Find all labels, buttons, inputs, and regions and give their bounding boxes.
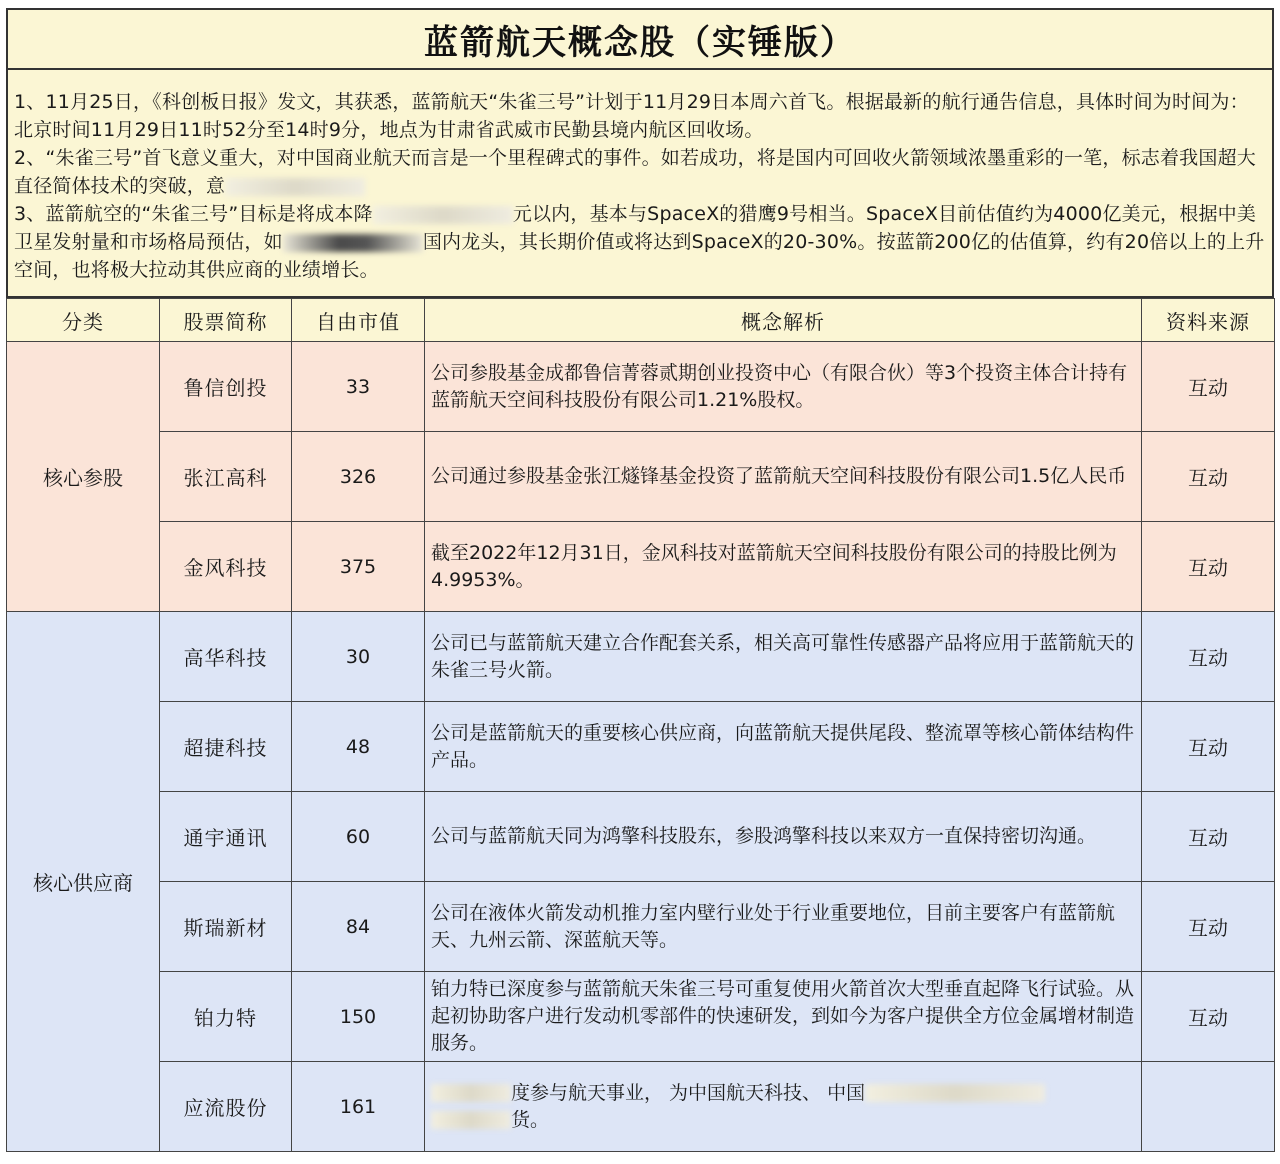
title-bar	[6, 8, 1274, 70]
redaction-blur	[431, 1084, 511, 1102]
table-row	[7, 792, 1275, 882]
stock-name: 斯瑞新材	[160, 882, 292, 972]
stock-name: 应流股份	[160, 1062, 292, 1152]
header-cap: 自由市值	[292, 299, 425, 342]
redaction-blur	[373, 206, 513, 224]
market-cap: 375	[292, 522, 425, 612]
source-cell: 互动	[1142, 432, 1275, 522]
market-cap: 150	[292, 972, 425, 1062]
concept-analysis: 公司已与蓝箭航天建立合作配套关系，相关高可靠性传感器产品将应用于蓝箭航天的朱雀三号火箭。	[425, 612, 1142, 702]
table-row	[7, 432, 1275, 522]
intro-text: 国内龙头，其长期价值或将达到SpaceX的20-30%。按蓝箭200亿的估值算，约有20倍以上的上升空间，也将极大拉动其供应商的业绩增长。	[14, 231, 1265, 281]
table-row	[7, 702, 1275, 792]
concept-analysis: 铂力特已深度参与蓝箭航天朱雀三号可重复使用火箭首次大型垂直起降飞行试验。从起初协助客户进行发动机零部件的快速研发，到如今为客户提供全方位金属增材制造服务。	[425, 972, 1142, 1062]
table-row	[7, 972, 1275, 1062]
stock-name: 铂力特	[160, 972, 292, 1062]
intro-text: 元以内，基本与SpaceX的猎鹰9号相当。SpaceX目前估值约为4000亿美元，根据中美卫星发射量和市场格局预估，如	[14, 203, 1257, 253]
source-cell: 互动	[1142, 342, 1275, 432]
category-cell: 核心参股	[7, 342, 160, 612]
redaction-blur	[225, 178, 365, 196]
concept-analysis: 公司参股基金成都鲁信菁蓉贰期创业投资中心（有限合伙）等3个投资主体合计持有蓝箭航天空间科技股份有限公司1.21%股权。	[425, 342, 1142, 432]
intro-text: 1、11月25日，《科创板日报》发文，其获悉，蓝箭航天“朱雀三号”计划于11月29日本周六首飞。根据最新的航行通告信息，具体时间为时间为：北京时间11月29日11时52分至14时9分，地点为甘肃省武威市民勤县境内航区回收场。	[14, 91, 1249, 141]
source-cell	[1142, 1062, 1275, 1152]
header-analysis: 概念解析	[425, 299, 1142, 342]
redaction-blur	[283, 234, 423, 252]
header-source: 资料来源	[1142, 299, 1275, 342]
concept-analysis: 公司是蓝箭航天的重要核心供应商，向蓝箭航天提供尾段、整流罩等核心箭体结构件产品。	[425, 702, 1142, 792]
stock-name: 超捷科技	[160, 702, 292, 792]
stock-name: 金风科技	[160, 522, 292, 612]
redaction-blur	[865, 1084, 1045, 1102]
analysis-line	[431, 1080, 1135, 1107]
concept-analysis: 公司在液体火箭发动机推力室内壁行业处于行业重要地位，目前主要客户有蓝箭航天、九州云箭、深蓝航天等。	[425, 882, 1142, 972]
stock-table	[6, 298, 1275, 1152]
source-cell: 互动	[1142, 522, 1275, 612]
analysis-line	[431, 1107, 1135, 1134]
stock-name: 鲁信创投	[160, 342, 292, 432]
analysis-text: 度参与航天事业， 为中国航天科技、 中国	[511, 1081, 866, 1104]
table-row	[7, 612, 1275, 702]
intro-text: 3、蓝箭航空的“朱雀三号”目标是将成本降	[14, 203, 373, 225]
market-cap: 60	[292, 792, 425, 882]
intro-paragraph-1	[14, 88, 1266, 144]
source-cell: 互动	[1142, 792, 1275, 882]
redaction-blur	[431, 1111, 511, 1129]
header-category: 分类	[7, 299, 160, 342]
concept-analysis	[425, 1062, 1142, 1152]
table-row	[7, 1062, 1275, 1152]
source-cell: 互动	[1142, 612, 1275, 702]
concept-analysis: 公司通过参股基金张江燧锋基金投资了蓝箭航天空间科技股份有限公司1.5亿人民币	[425, 432, 1142, 522]
market-cap: 326	[292, 432, 425, 522]
source-cell: 互动	[1142, 882, 1275, 972]
intro-paragraph-3	[14, 200, 1266, 284]
market-cap: 48	[292, 702, 425, 792]
source-cell: 互动	[1142, 702, 1275, 792]
table-row	[7, 882, 1275, 972]
market-cap: 161	[292, 1062, 425, 1152]
concept-analysis: 截至2022年12月31日，金风科技对蓝箭航天空间科技股份有限公司的持股比例为4.9953%。	[425, 522, 1142, 612]
table-row	[7, 522, 1275, 612]
market-cap: 33	[292, 342, 425, 432]
intro-panel	[6, 70, 1274, 298]
concept-analysis: 公司与蓝箭航天同为鸿擎科技股东，参股鸿擎科技以来双方一直保持密切沟通。	[425, 792, 1142, 882]
analysis-text: 货。	[511, 1108, 550, 1131]
intro-text: 2、“朱雀三号”首飞意义重大，对中国商业航天而言是一个里程碑式的事件。如若成功，将是国内可回收火箭领域浓墨重彩的一笔，标志着我国超大直径简体技术的突破，意	[14, 147, 1256, 197]
stock-name: 通宇通讯	[160, 792, 292, 882]
category-cell: 核心供应商	[7, 612, 160, 1152]
market-cap: 84	[292, 882, 425, 972]
stock-name: 高华科技	[160, 612, 292, 702]
table-header-row	[7, 299, 1275, 342]
source-cell: 互动	[1142, 972, 1275, 1062]
market-cap: 30	[292, 612, 425, 702]
stock-name: 张江高科	[160, 432, 292, 522]
concept-stock-sheet	[6, 8, 1274, 1152]
table-row	[7, 342, 1275, 432]
header-name: 股票简称	[160, 299, 292, 342]
page-title: 蓝箭航天概念股（实锤版）	[424, 22, 856, 63]
intro-paragraph-2	[14, 144, 1266, 200]
